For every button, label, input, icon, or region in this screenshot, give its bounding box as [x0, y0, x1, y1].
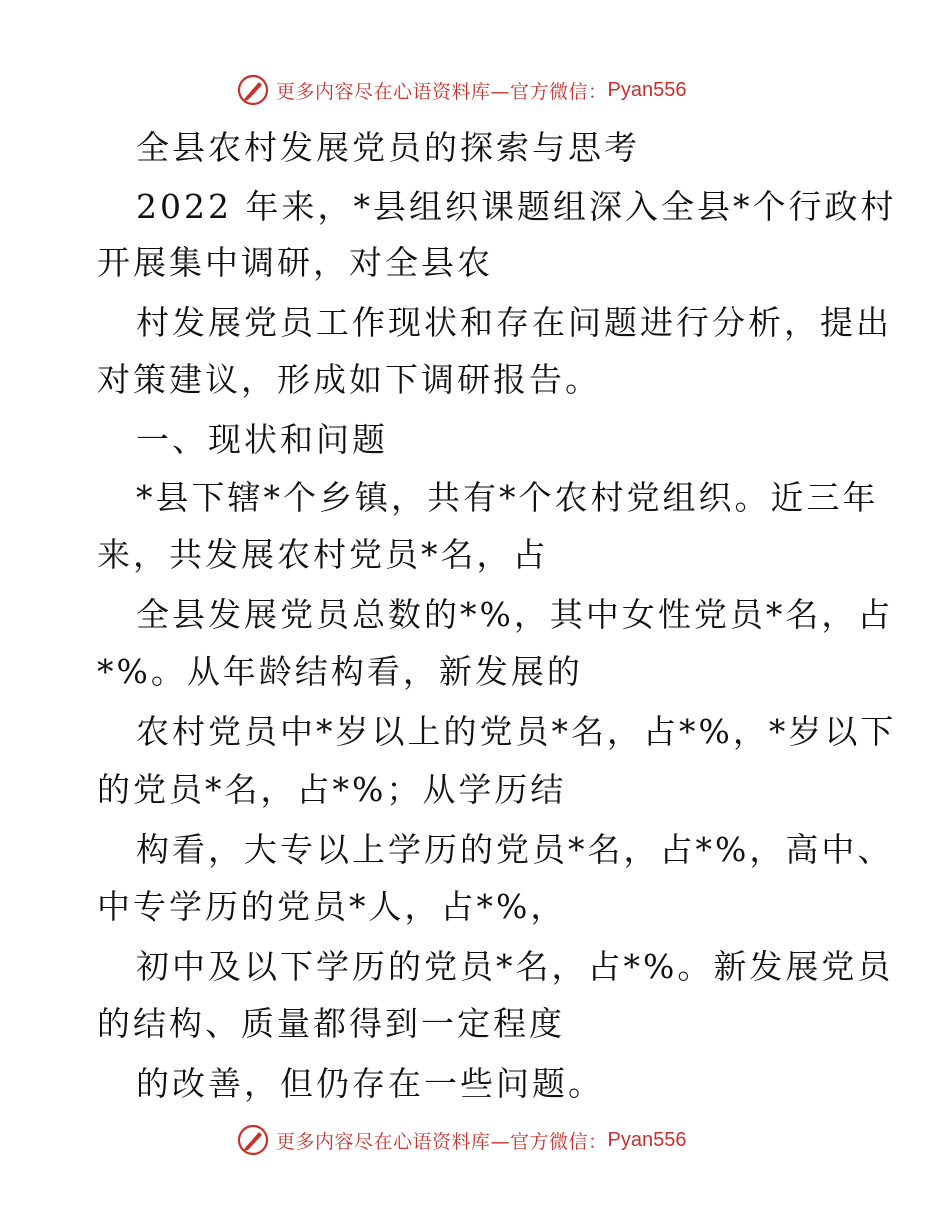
watermark-brand: Pyan556	[607, 78, 687, 101]
paragraph-line: 村发展党员工作现状和存在问题进行分析，提出	[136, 303, 892, 342]
watermark-text: 更多内容尽在心语资料库—官方微信：	[276, 80, 608, 103]
paragraph-line: 全县发展党员总数的*%，其中女性党员*名，占	[136, 595, 894, 634]
paragraph-line: 开展集中调研，对全县农	[97, 243, 493, 282]
watermark-footer	[236, 1122, 686, 1158]
section-heading: 一、现状和问题	[136, 420, 388, 459]
pen-logo-icon	[236, 73, 270, 107]
paragraph-line: 对策建议，形成如下调研报告。	[97, 360, 601, 399]
paragraph-line: 2022 年来，*县组织课题组深入全县*个行政村	[136, 187, 897, 226]
document-title: 全县农村发展党员的探索与思考	[136, 128, 640, 167]
paragraph-line: 农村党员中*岁以上的党员*名，占*%，*岁以下	[136, 712, 897, 751]
paragraph-line: *县下辖*个乡镇，共有*个农村党组织。近三年	[136, 478, 879, 517]
paragraph-line: *%。从年龄结构看，新发展的	[97, 652, 583, 691]
paragraph-line: 的结构、质量都得到一定程度	[97, 1004, 565, 1043]
paragraph-line: 来，共发展农村党员*名，占	[97, 535, 549, 574]
watermark-text: 更多内容尽在心语资料库—官方微信：	[276, 1130, 608, 1153]
paragraph-line: 的改善，但仍存在一些问题。	[136, 1064, 604, 1103]
watermark-brand: Pyan556	[607, 1128, 687, 1151]
paragraph-line: 中专学历的党员*人，占*%，	[97, 887, 567, 926]
paragraph-line: 的党员*名，占*%；从学历结	[97, 770, 567, 809]
paragraph-line: 构看，大专以上学历的党员*名，占*%，高中、	[136, 830, 894, 869]
pen-logo-icon	[236, 1123, 270, 1157]
watermark-header	[236, 72, 686, 108]
paragraph-line: 初中及以下学历的党员*名，占*%。新发展党员	[136, 947, 894, 986]
